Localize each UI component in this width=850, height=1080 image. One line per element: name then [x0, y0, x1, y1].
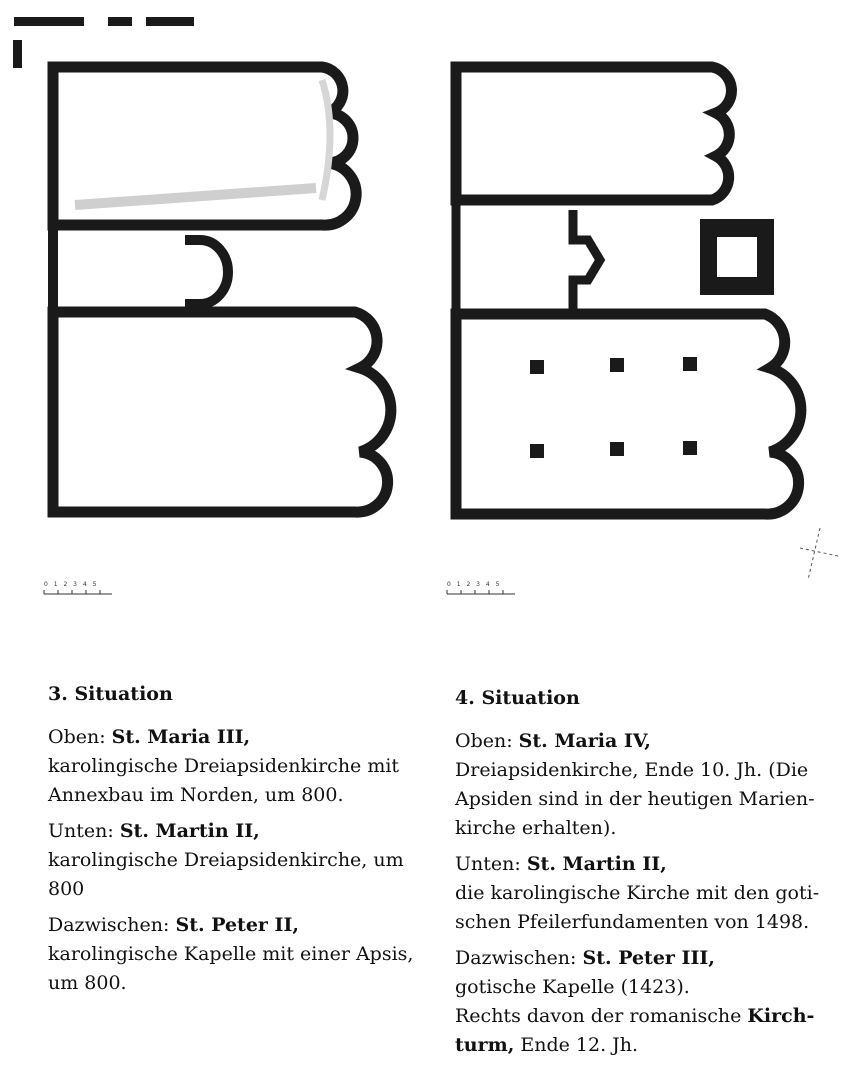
caption-item-dazwischen: Dazwischen: St. Peter II, karolingische Kapelle mit einer Apsis, um 800.: [48, 914, 414, 994]
caption-situation-4: [455, 684, 835, 1067]
north-arrow: [800, 528, 838, 580]
svg-text:0 1 2 3 4 5: 0 1 2 3 4 5: [44, 581, 99, 588]
scale-bar-right: [447, 581, 515, 594]
plan-st-martin-ii-left: [53, 312, 391, 512]
caption-item-dazwischen: Dazwischen: St. Peter III, gotische Kapelle (1423). Rechts davon der romanische Kirch- turm, Ende 12. Jh.: [455, 947, 815, 1056]
gothic-pillar-foundations: [530, 357, 697, 458]
plan-st-peter-ii: [53, 225, 228, 310]
plan-st-maria-iii: [53, 67, 356, 225]
caption-situation-3: [48, 680, 426, 1005]
caption-item-unten: Unten: St. Martin II, karolingische Dreiapsidenkirche, um 800: [48, 820, 404, 900]
caption-title: 4. Situation: [455, 687, 580, 709]
caption-item-unten: Unten: St. Martin II, die karolingische Kirche mit den goti- schen Pfeilerfundamenten von 1498.: [455, 853, 820, 933]
caption-title: 3. Situation: [48, 683, 173, 705]
plan-st-peter-iii: [456, 205, 600, 312]
plan-st-martin-ii-right: [456, 314, 801, 514]
caption-item-oben: Oben: St. Maria IV, Dreiapsidenkirche, Ende 10. Jh. (Die Apsiden sind in der heutigen Marien- kirche erhalten).: [455, 730, 815, 839]
plan-st-maria-iv: [456, 67, 731, 200]
svg-text:0 1 2 3 4 5: 0 1 2 3 4 5: [447, 581, 502, 588]
scale-bar-left: [44, 581, 112, 594]
caption-item-oben: Oben: St. Maria III, karolingische Dreiapsidenkirche mit Annexbau im Norden, um 800.: [48, 726, 400, 806]
plan-kirchturm: [700, 219, 774, 295]
wall-fragment: [13, 17, 194, 68]
